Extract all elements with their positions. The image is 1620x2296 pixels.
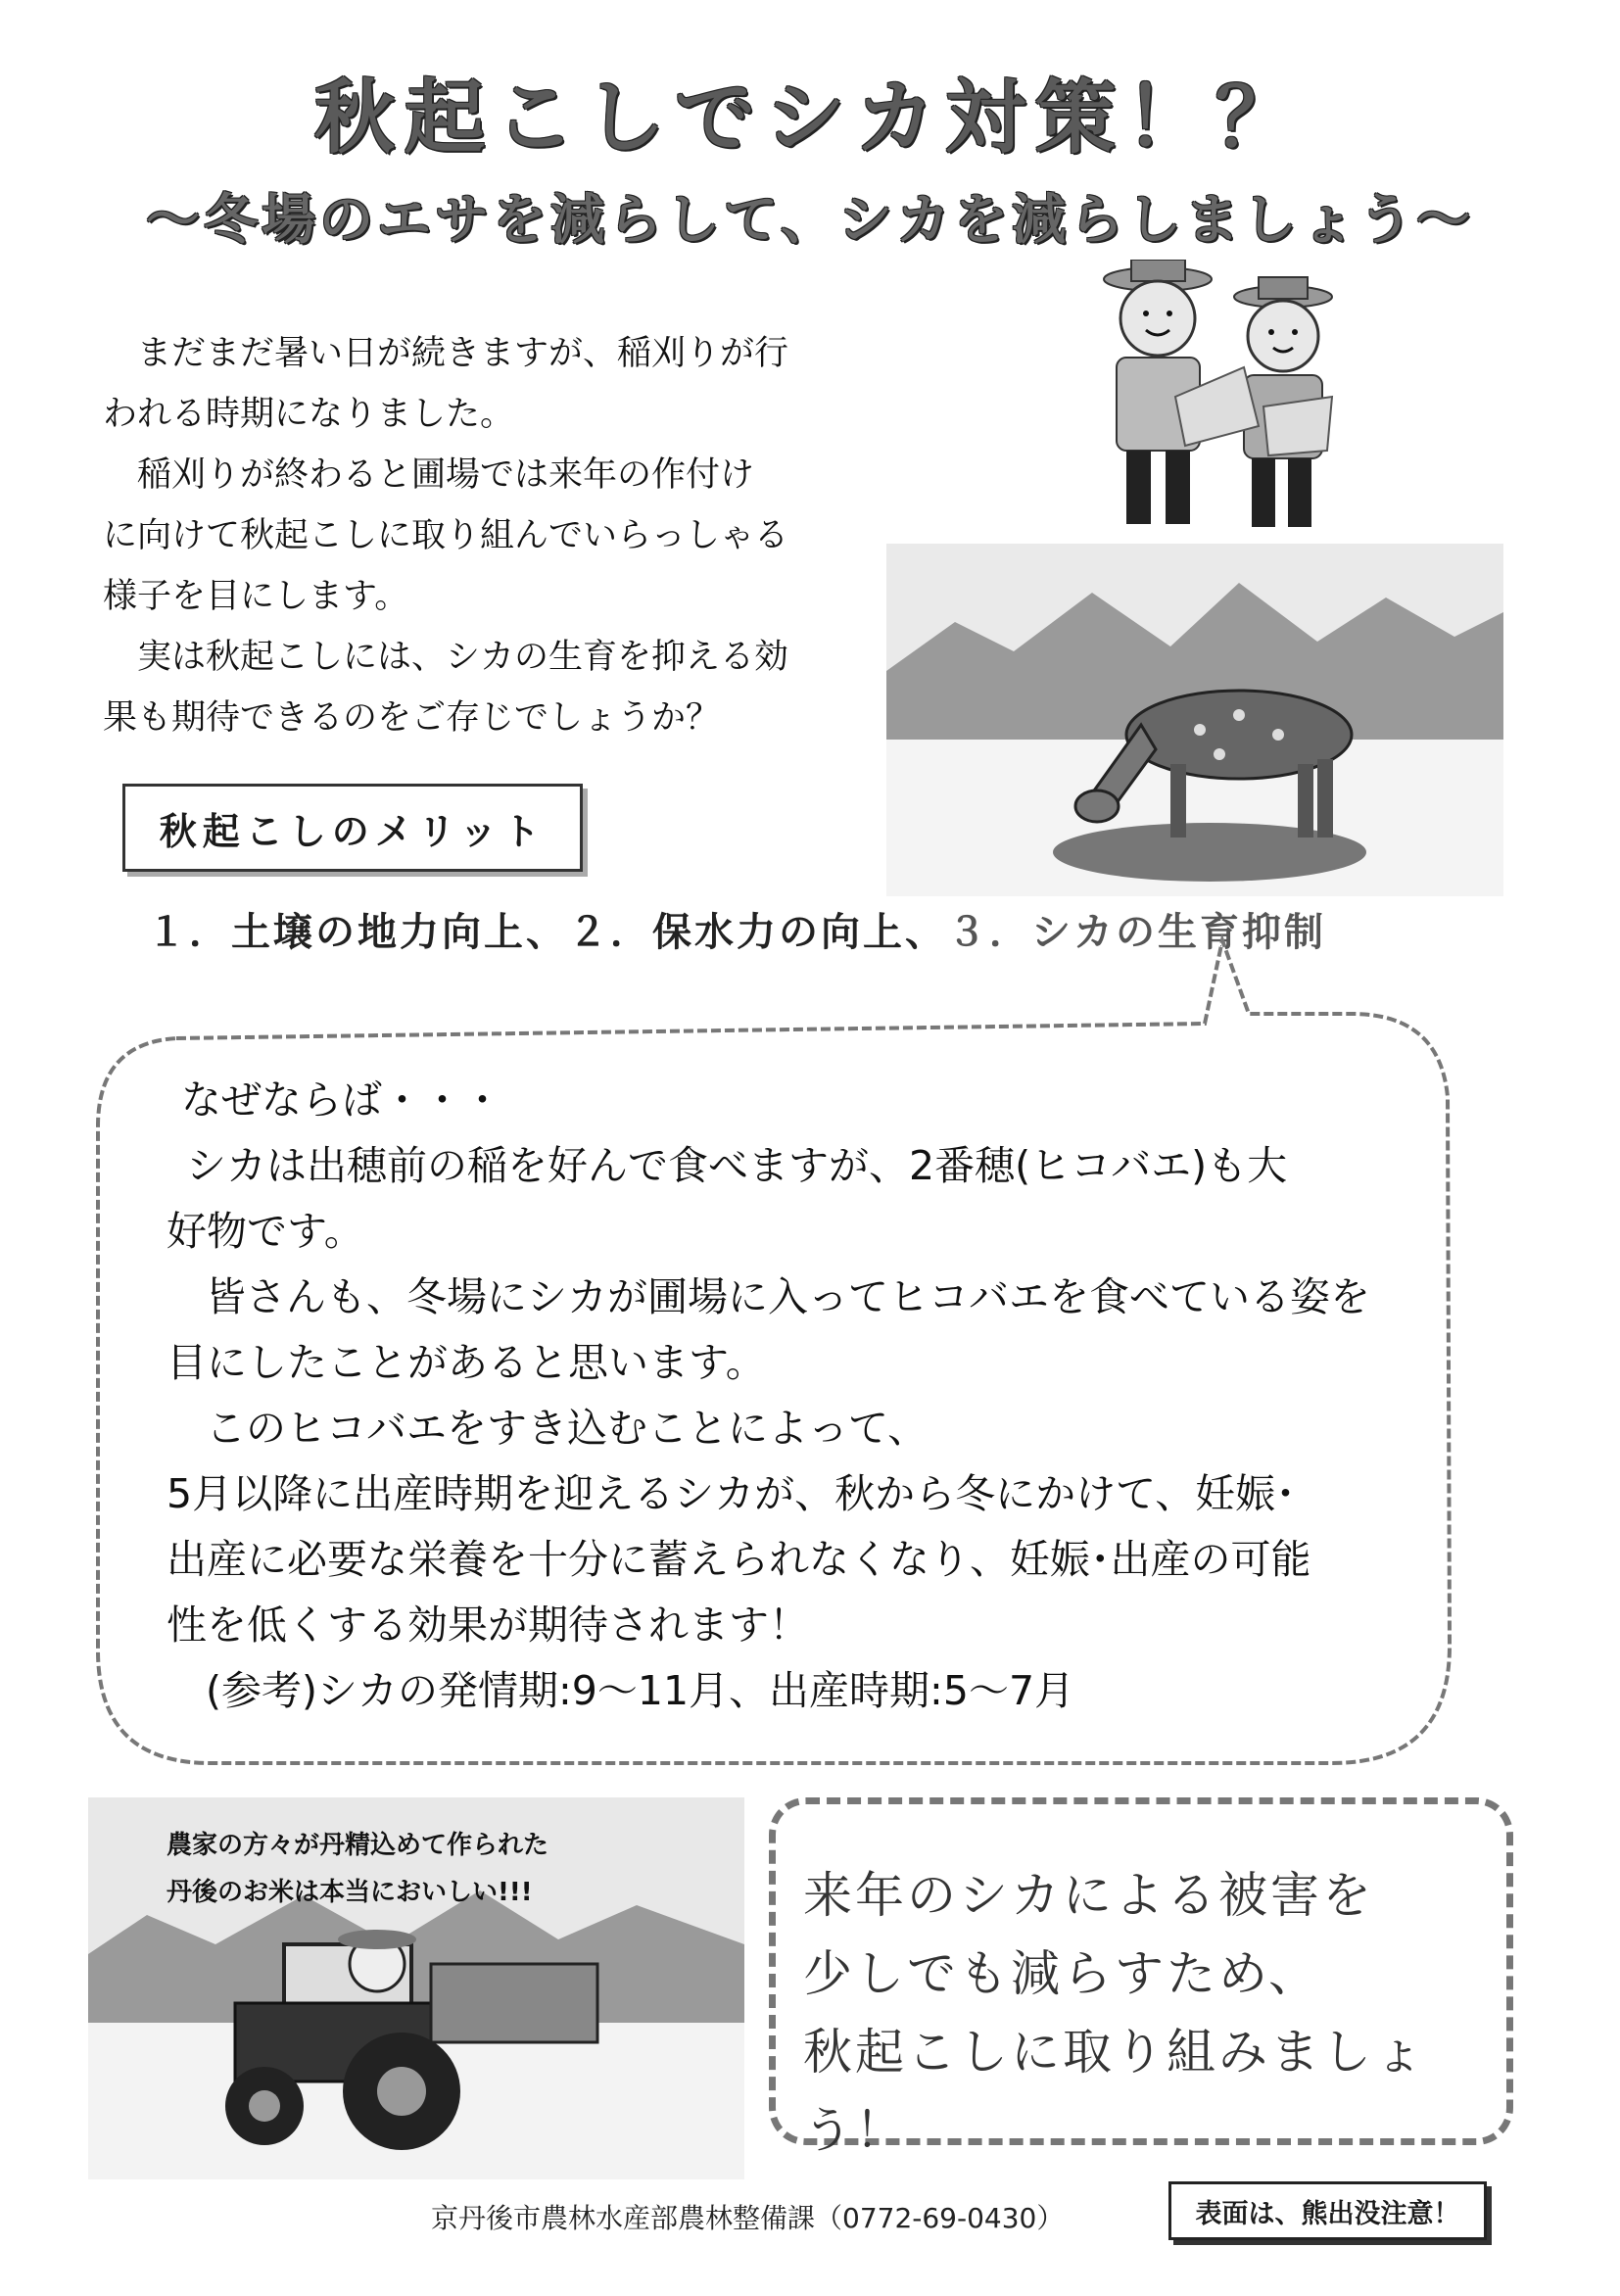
merit-heading: 秋起こしのメリット [122, 784, 583, 872]
bubble-line: 5月以降に出産時期を迎えるシカが、秋から冬にかけて、妊娠･ [167, 1470, 1296, 1517]
merit-item: １．土壌の地力向上、 [147, 910, 568, 955]
farmer-caption [167, 1822, 715, 1916]
bubble-text [167, 1068, 1440, 1724]
page-subtitle: ～冬場のエサを減らして、シカを減らしましょう～ [146, 188, 1474, 251]
bubble-line: このヒコバエをすき込むことによって、 [206, 1405, 929, 1452]
bubble-line: 目にしたことがあると思います。 [167, 1339, 766, 1386]
caption-line: 丹後のお米は本当においしい!!! [167, 1878, 533, 1907]
bubble-line: シカは出穂前の稲を好んで食べますが、2番穂(ヒコバエ)も大 [186, 1142, 1288, 1189]
slogan-line: 少しでも減らすため、 [803, 1945, 1320, 2002]
intro-line: 様子を目にします。 [103, 577, 409, 616]
bubble-line: 皆さんも、冬場にシカが圃場に入ってヒコバエを食べている姿を [206, 1273, 1370, 1320]
merit-item: ２．保水力の向上、 [568, 910, 947, 955]
bubble-line: なぜならば・・・ [181, 1076, 502, 1124]
caption-line: 農家の方々が丹精込めて作られた [167, 1831, 549, 1860]
page-title: 秋起こしでシカ対策！？ [313, 72, 1306, 165]
bubble-line: (参考)シカの発情期:9～11月、出産時期:5～7月 [206, 1667, 1075, 1714]
bubble-line: 出産に必要な栄養を十分に蓄えられなくなり、妊娠･出産の可能 [167, 1536, 1311, 1583]
footer-contact: 京丹後市農林水産部農林整備課（0772-69-0430） [431, 2202, 1065, 2234]
intro-line: に向けて秋起こしに取り組んでいらっしゃる [103, 516, 789, 555]
intro-line: まだまだ暑い日が続きますが、稲刈りが行 [137, 334, 789, 373]
bubble-line: 性を低くする効果が期待されます！ [167, 1602, 809, 1649]
bubble-line: 好物です。 [167, 1208, 364, 1255]
slogan-text [803, 1856, 1489, 2170]
intro-line: 果も期待できるのをご存じでしょうか？ [103, 698, 721, 738]
slogan-line: 秋起こしに取り組みましょう！ [803, 2024, 1426, 2159]
intro-line: 実は秋起こしには、シカの生育を抑える効 [137, 638, 789, 677]
intro-line: 稲刈りが終わると圃場では来年の作付け [137, 455, 755, 495]
intro-line: われる時期になりました。 [103, 395, 515, 434]
merit-item: ３．シカの生育抑制 [947, 910, 1326, 955]
slogan-line: 来年のシカによる被害を [803, 1867, 1374, 1924]
notice-box: 表面は、熊出没注意！ [1168, 2181, 1487, 2240]
